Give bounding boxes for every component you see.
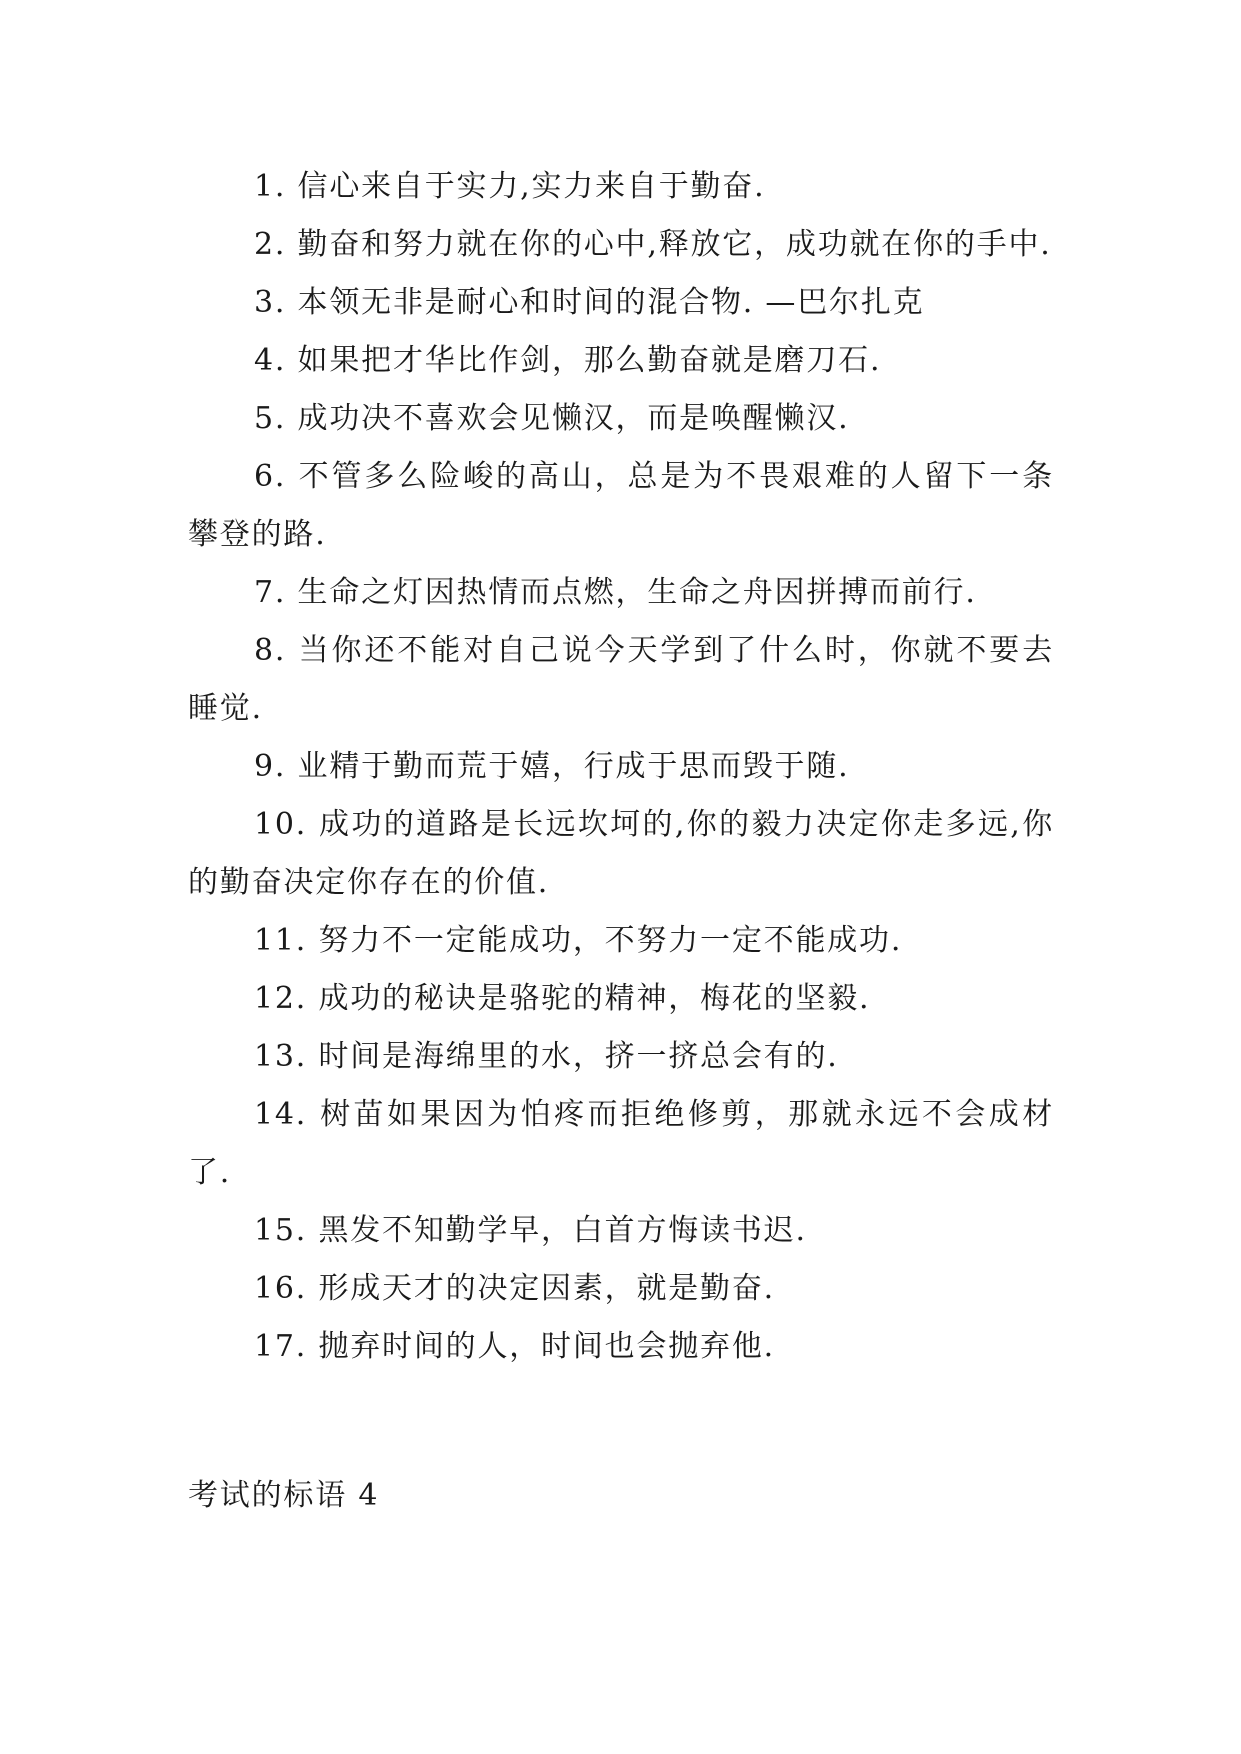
list-item: 10. 成功的道路是长远坎坷的,你的毅力决定你走多远,你的勤奋决定你存在的价值. — [188, 807, 1054, 900]
list-item: 11. 努力不一定能成功，不努力一定不能成功. — [254, 923, 903, 958]
list-item: 15. 黑发不知勤学早，白首方悔读书迟. — [254, 1213, 807, 1248]
list-item: 6. 不管多么险峻的高山，总是为不畏艰难的人留下一条攀登的路. — [188, 459, 1054, 552]
list-item: 7. 生命之灯因热情而点燃，生命之舟因拼搏而前行. — [254, 575, 977, 610]
list-item: 5. 成功决不喜欢会见懒汉，而是唤醒懒汉. — [254, 401, 850, 436]
list-item: 14. 树苗如果因为怕疼而拒绝修剪，那就永远不会成材了. — [188, 1097, 1054, 1190]
list-item: 3. 本领无非是耐心和时间的混合物. —巴尔扎克 — [254, 285, 925, 320]
list-item: 12. 成功的秘诀是骆驼的精神，梅花的坚毅. — [254, 981, 871, 1016]
list-item: 16. 形成天才的决定因素，就是勤奋. — [254, 1271, 775, 1306]
list-item: 17. 抛弃时间的人，时间也会抛弃他. — [254, 1329, 775, 1364]
list-item: 13. 时间是海绵里的水，挤一挤总会有的. — [254, 1039, 839, 1074]
section-heading: 考试的标语 4 — [188, 1478, 380, 1513]
list-item: 2. 勤奋和努力就在你的心中,释放它，成功就在你的手中. — [254, 227, 1052, 262]
list-item: 9. 业精于勤而荒于嬉，行成于思而毁于随. — [254, 749, 850, 784]
list-item: 8. 当你还不能对自己说今天学到了什么时，你就不要去睡觉. — [188, 633, 1054, 726]
slogan-list — [188, 158, 1054, 1376]
list-item: 1. 信心来自于实力,实力来自于勤奋. — [254, 169, 766, 204]
list-item: 4. 如果把才华比作剑，那么勤奋就是磨刀石. — [254, 343, 882, 378]
